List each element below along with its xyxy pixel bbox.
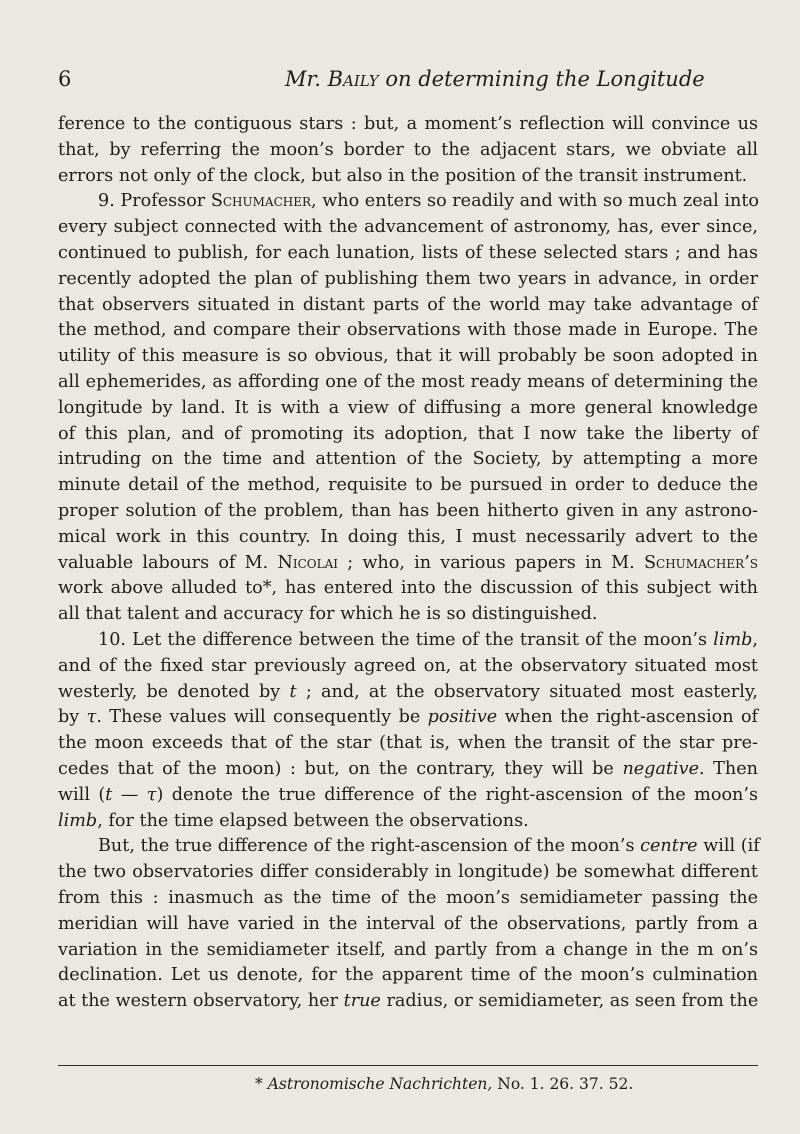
text-line <box>58 783 758 809</box>
text-line: the method, and compare their observations with those made in Europe. The <box>58 320 758 341</box>
text-line: variation in the semidiameter itself, and partly from a change in the m on’s <box>58 939 758 960</box>
text-segment: ; who, in various papers in M. <box>347 552 635 573</box>
text-line <box>58 757 758 783</box>
footnote-divider <box>58 1065 758 1066</box>
text-line: from this : inasmuch as the time of the moon’s semidiameter passing the <box>58 887 758 908</box>
text-line: utility of this measure is so obvious, that it will probably be soon adopted in <box>58 346 758 367</box>
person-name: Nicolai <box>277 552 338 573</box>
footnote-mark: * <box>255 1075 263 1093</box>
text-line: and of the fixed star previously agreed on, at the observatory situated most <box>58 655 758 676</box>
text-segment: , who enters so readily and with so much zeal into <box>311 191 759 212</box>
text-segment: valuable labours of M. <box>58 552 269 573</box>
paragraph-1 <box>58 112 758 189</box>
title-prefix: Mr. <box>285 67 321 91</box>
text-line <box>58 834 758 860</box>
italic-term: limb <box>713 629 753 650</box>
text-line <box>58 628 758 654</box>
text-line: of this plan, and of promoting its adoption, that I now take the liberty of <box>58 423 758 444</box>
text-line <box>58 989 758 1015</box>
text-line <box>58 189 758 215</box>
text-segment: radius, or semidiameter, as seen from the <box>386 991 759 1012</box>
text-line: all ephemerides, as affording one of the most ready means of determining the <box>58 371 758 392</box>
text-line: continued to publish, for each lunation, lists of these selected stars ; and has <box>58 242 758 263</box>
text-segment: ; and, at the observatory situated most easterly, <box>305 681 759 702</box>
text-segment: by <box>58 707 80 728</box>
footnote <box>255 1073 633 1095</box>
text-segment: westerly, be denoted by <box>58 681 281 702</box>
text-line <box>58 809 758 835</box>
text-line: longitude by land. It is with a view of diffusing a more general knowledge <box>58 397 758 418</box>
paragraph-10 <box>58 628 758 834</box>
text-line: intruding on the time and attention of the Society, by attempting a more <box>58 449 758 470</box>
text-line: the two observatories differ considerably in longitude) be somewhat different <box>58 862 758 883</box>
text-segment: , <box>752 629 758 650</box>
footnote-title: Astronomische Nachrichten, <box>267 1075 493 1093</box>
text-line: minute detail of the method, requisite to be pursued in order to deduce the <box>58 475 758 496</box>
text-line: every subject connected with the advancement of astronomy, has, ever since, <box>58 217 758 238</box>
running-title <box>285 62 705 96</box>
italic-term: positive <box>427 707 498 728</box>
paragraph-continuation <box>58 834 758 1015</box>
person-name: Schumacher <box>210 191 312 212</box>
text-segment: But, the true difference of the right-ascension of the moon’s <box>98 836 635 857</box>
italic-term: limb <box>58 810 98 831</box>
author-name: Baily <box>327 67 379 91</box>
variable-t: t <box>289 681 297 702</box>
text-line: declination. Let us denote, for the apparent time of the moon’s culmination <box>58 965 758 986</box>
text-segment: , for the time elapsed between the observations. <box>97 810 529 831</box>
text-line: that observers situated in distant parts of the world may take advantage of <box>58 294 758 315</box>
text-segment: will ( <box>58 784 106 805</box>
page-number: 6 <box>58 67 72 91</box>
text-segment: will (if <box>703 836 760 857</box>
text-line: all that talent and accuracy for which he is so distinguished. <box>58 604 598 625</box>
paragraph-9 <box>58 189 758 628</box>
body-text <box>58 112 758 1015</box>
text-line: proper solution of the problem, than has been hitherto given in any astrono- <box>58 500 758 521</box>
text-segment: 10. Let the difference between the time of the transit of the moon’s <box>98 629 708 650</box>
italic-term: centre <box>640 836 698 857</box>
footnote-reference: No. 1. 26. 37. 52. <box>497 1075 634 1093</box>
text-line: that, by referring the moon’s border to the adjacent stars, we obviate all <box>58 139 758 160</box>
variable-tau: τ <box>86 707 97 728</box>
text-line <box>58 551 758 577</box>
text-segment: . Then <box>698 758 758 779</box>
italic-term: true <box>343 991 381 1012</box>
text-line: mical work in this country. In doing this, I must necessarily advert to the <box>58 526 758 547</box>
text-line: ference to the contiguous stars : but, a moment’s reflection will convince us <box>58 114 758 134</box>
text-segment: 9. Professor <box>98 191 206 212</box>
text-segment: . These values will consequently be <box>96 707 421 728</box>
text-line: the moon exceeds that of the star (that is, when the transit of the star pre- <box>58 733 758 754</box>
italic-term: negative <box>622 758 699 779</box>
text-line: errors not only of the clock, but also in the position of the transit instrument. <box>58 165 748 186</box>
text-segment: cedes that of the moon) : but, on the contrary, they will be <box>58 758 614 779</box>
title-suffix: on determining the Longitude <box>385 67 705 91</box>
text-segment: at the western observatory, her <box>58 991 339 1012</box>
person-name: Schumacher’s <box>643 552 759 573</box>
text-line: work above alluded to*, has entered into the discussion of this subject with <box>58 578 758 599</box>
page-header <box>58 62 758 96</box>
text-line <box>58 705 758 731</box>
text-line: recently adopted the plan of publishing them two years in advance, in order <box>58 268 758 289</box>
math-expression: t — τ <box>105 784 157 805</box>
text-line: meridian will have varied in the interval of the observations, partly from a <box>58 913 758 934</box>
text-line <box>58 680 758 706</box>
text-segment: ) denote the true difference of the right-ascension of the moon’s <box>156 784 758 805</box>
text-segment: when the right-ascension of <box>504 707 759 728</box>
